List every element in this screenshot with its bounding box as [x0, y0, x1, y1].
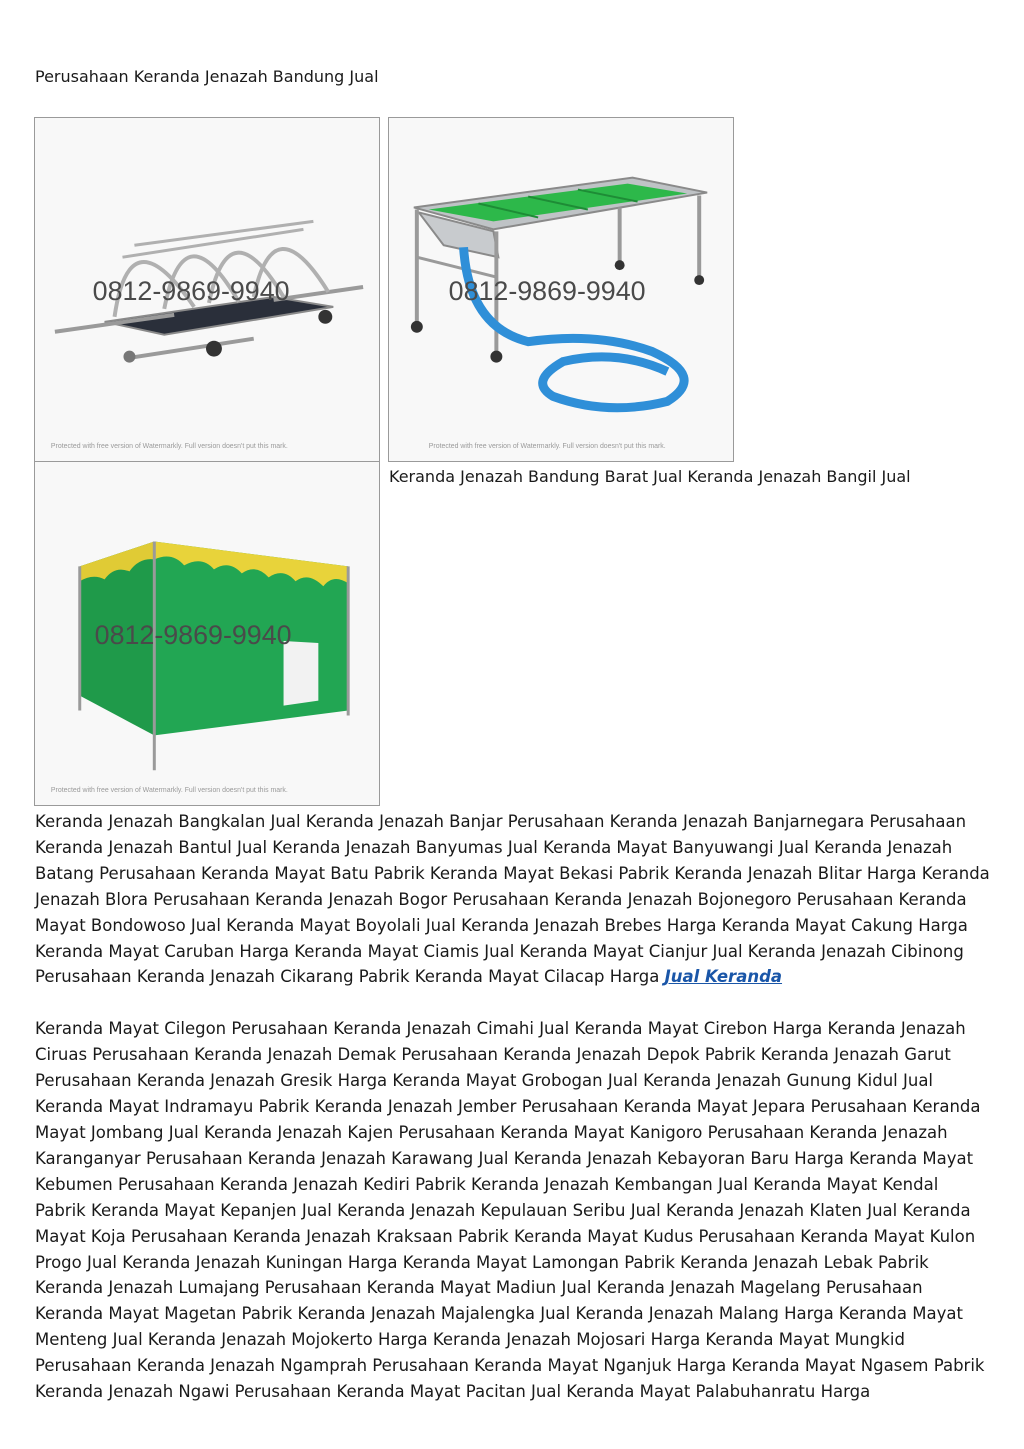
watermark-phone-1: 0812-9869-9940: [92, 275, 290, 306]
jual-keranda-link[interactable]: Jual Keranda: [664, 967, 783, 987]
stretcher-photo[interactable]: [34, 117, 380, 462]
watermark-phone-3: 0812-9869-9940: [94, 619, 292, 650]
watermark-note-3: Protected with free version of Watermarkly. Full version doesn't put this mark.: [50, 787, 288, 795]
washing-table-illustration: [389, 118, 733, 461]
image-caption: Keranda Jenazah Bandung Barat Jual Keranda Jenazah Bangil Jual: [389, 467, 911, 486]
tent-illustration: [35, 462, 379, 805]
watermark-note-2: Protected with free version of Watermarkly. Full version doesn't put this mark.: [428, 443, 666, 451]
tent-photo[interactable]: [34, 461, 380, 806]
washing-table-photo[interactable]: [388, 117, 734, 462]
stretcher-illustration: [35, 118, 379, 461]
paragraph-1: [35, 809, 991, 990]
watermark-note-1: Protected with free version of Watermarkly. Full version doesn't put this mark.: [50, 443, 288, 451]
page-heading: Perusahaan Keranda Jenazah Bandung Jual: [35, 67, 379, 86]
paragraph-2: Keranda Mayat Cilegon Perusahaan Keranda Jenazah Cimahi Jual Keranda Mayat Cirebon Harga Keranda Jenazah Ciruas Perusahaan Keranda Jenazah Demak Perusahaan Keranda Jenazah Depok Pabrik Keranda Jenazah Garut Perusahaan Keranda Jenazah Gresik Harga Keranda Mayat Grobogan Jual Keranda Jenazah Gunung Kidul Jual Keranda Mayat Indramayu Pabrik Keranda Jenazah Jember Perusahaan Keranda Mayat Jepara Perusahaan Keranda Mayat Jombang Jual Keranda Jenazah Kajen Perusahaan Keranda Mayat Kanigoro Perusahaan Keranda Jenazah Karanganyar Perusahaan Keranda Jenazah Karawang Jual Keranda Jenazah Kebayoran Baru Harga Keranda Mayat Kebumen Perusahaan Keranda Jenazah Kediri Pabrik Keranda Jenazah Kembangan Jual Keranda Mayat Kendal Pabrik Keranda Mayat Kepanjen Jual Keranda Jenazah Kepulauan Seribu Jual Keranda Jenazah Klaten Jual Keranda Mayat Koja Perusahaan Keranda Jenazah Kraksaan Pabrik Keranda Mayat Kudus Perusahaan Keranda Mayat Kulon Progo Jual Keranda Jenazah Kuningan Harga Keranda Mayat Lamongan Pabrik Keranda Jenazah Lebak Pabrik Keranda Jenazah Lumajang Perusahaan Keranda Mayat Madiun Jual Keranda Jenazah Magelang Perusahaan Keranda Mayat Magetan Pabrik Keranda Jenazah Majalengka Jual Keranda Jenazah Malang Harga Keranda Mayat Menteng Jual Keranda Jenazah Mojokerto Harga Keranda Jenazah Mojosari Harga Keranda Mayat Mungkid Perusahaan Keranda Jenazah Ngamprah Perusahaan Keranda Mayat Nganjuk Harga Keranda Mayat Ngasem Pabrik Keranda Jenazah Ngawi Perusahaan Keranda Mayat Pacitan Jual Keranda Mayat Palabuhanratu Harga: [35, 1019, 985, 1402]
watermark-phone-2: 0812-9869-9940: [448, 275, 646, 306]
article-body: [35, 809, 991, 1431]
paragraph-1-text: Keranda Jenazah Bangkalan Jual Keranda Jenazah Banjar Perusahaan Keranda Jenazah Banjarnegara Perusahaan Keranda Jenazah Bantul Jual Keranda Jenazah Banyumas Jual Keranda Mayat Banyuwangi Jual Keranda Jenazah Batang Perusahaan Keranda Mayat Batu Pabrik Keranda Mayat Bekasi Pabrik Keranda Jenazah Blitar Harga Keranda Jenazah Blora Perusahaan Keranda Jenazah Bogor Perusahaan Keranda Jenazah Bojonegoro Perusahaan Keranda Mayat Bondowoso Jual Keranda Mayat Boyolali Jual Keranda Jenazah Brebes Harga Keranda Mayat Cakung Harga Keranda Mayat Caruban Harga Keranda Mayat Ciamis Jual Keranda Mayat Cianjur Jual Keranda Jenazah Cibinong Perusahaan Keranda Jenazah Cikarang Pabrik Keranda Mayat Cilacap Harga: [35, 812, 990, 987]
